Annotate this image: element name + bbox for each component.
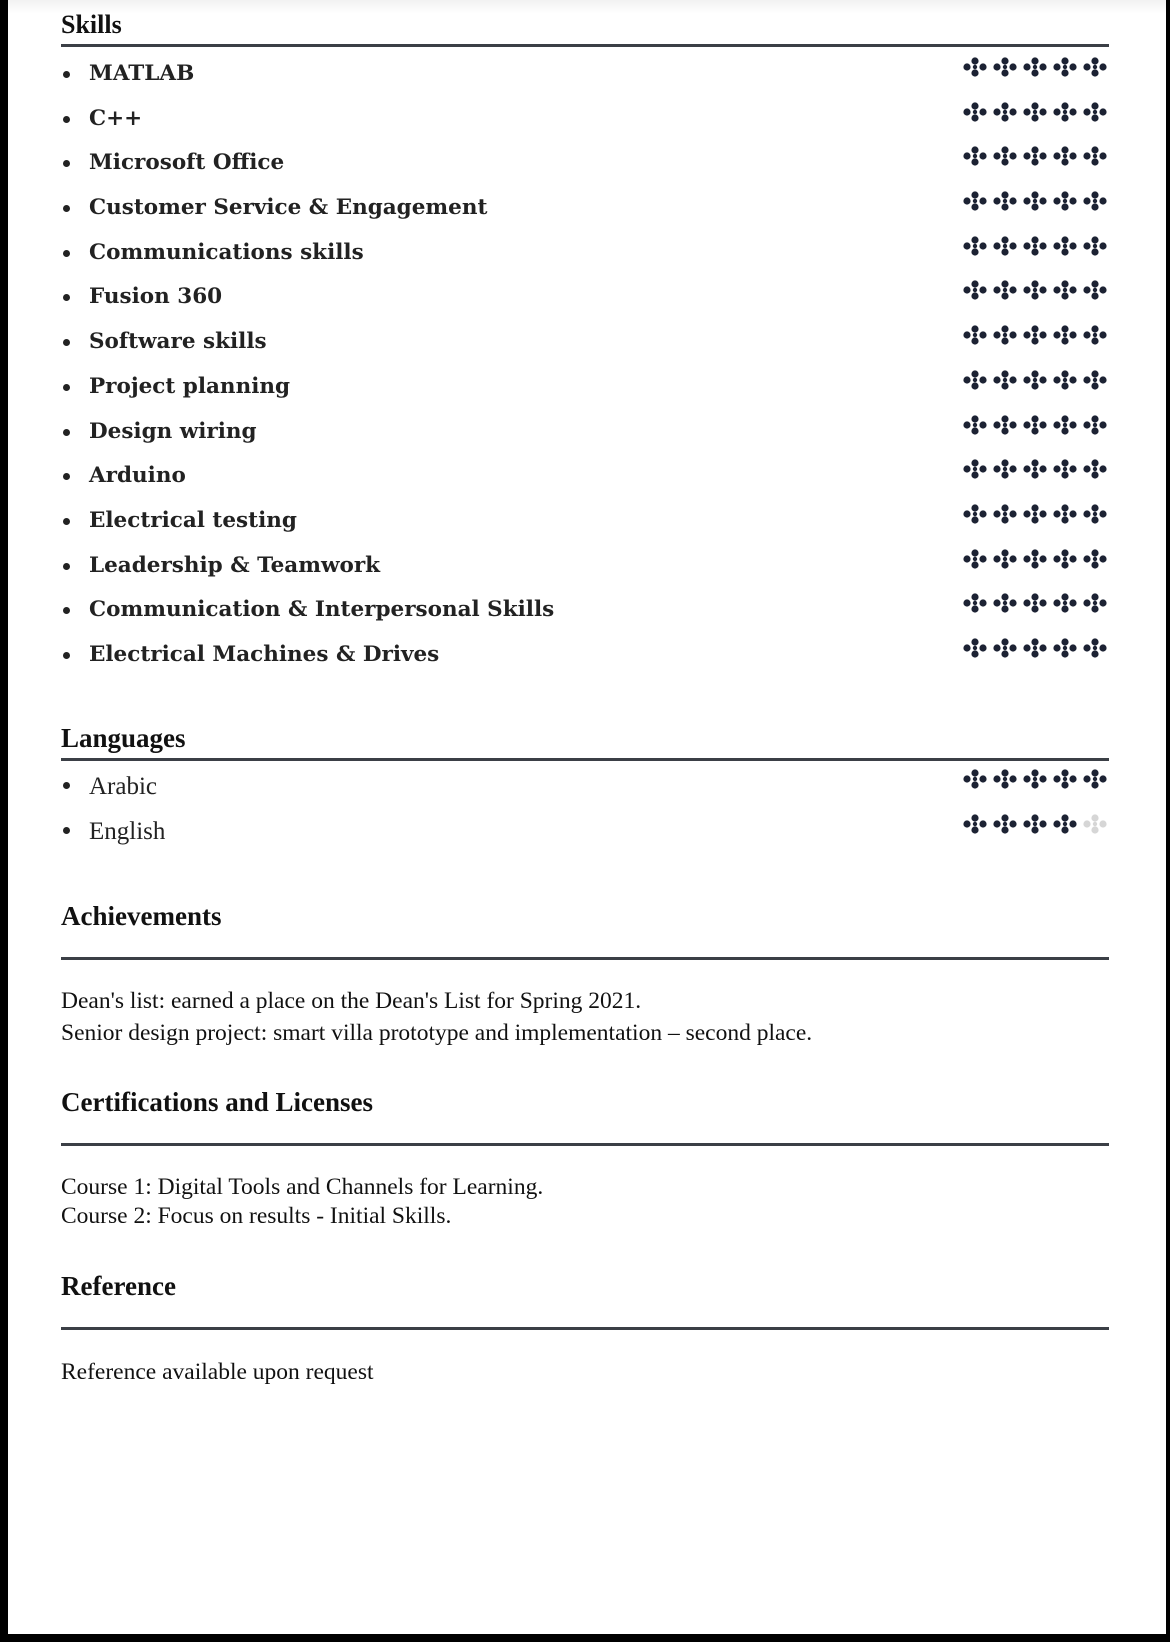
skill-label: Leadership & Teamwork: [89, 552, 381, 578]
rating-dot-icon: [1081, 56, 1109, 78]
bullet-icon: [63, 384, 70, 391]
rating-dot-icon: [991, 592, 1019, 614]
skill-item: [61, 594, 1109, 639]
rating-dot-icon: [961, 279, 989, 301]
reference-rule: [61, 1327, 1109, 1330]
rating-dot-icon: [991, 637, 1019, 659]
bullet-icon: [63, 782, 70, 789]
rating-dot-icon: [1081, 637, 1109, 659]
rating-dot-icon: [961, 458, 989, 480]
rating-dot-icon: [1051, 369, 1079, 391]
rating-dot-icon: [1051, 279, 1079, 301]
certifications-section: [61, 1089, 1109, 1231]
rating-dot-icon: [1051, 813, 1079, 835]
skill-rating: [961, 190, 1109, 212]
skill-label: Microsoft Office: [89, 150, 285, 176]
certifications-rule: [61, 1143, 1109, 1146]
rating-dot-icon: [961, 369, 989, 391]
skill-item: [61, 192, 1109, 237]
rating-dot-icon: [1021, 592, 1049, 614]
skill-label: Electrical Machines & Drives: [89, 641, 440, 667]
skill-label: Fusion 360: [89, 284, 223, 310]
skill-item: [61, 147, 1109, 192]
rating-dot-icon: [1021, 369, 1049, 391]
rating-dot-icon: [1021, 145, 1049, 167]
rating-dot-icon: [1051, 414, 1079, 436]
skill-rating: [961, 458, 1109, 480]
rating-dot-icon: [1081, 548, 1109, 570]
skill-label: Customer Service & Engagement: [89, 195, 488, 221]
skill-item: [61, 237, 1109, 282]
rating-dot-icon: [1021, 503, 1049, 525]
skill-item: [61, 281, 1109, 326]
skill-rating: [961, 503, 1109, 525]
achievements-section: [61, 903, 1109, 1049]
rating-dot-icon: [1081, 458, 1109, 480]
certification-line: Course 2: Focus on results - Initial Skills.: [61, 1203, 452, 1229]
rating-dot-icon: [1021, 56, 1049, 78]
bullet-icon: [63, 116, 70, 123]
bullet-icon: [63, 652, 70, 659]
skill-rating: [961, 637, 1109, 659]
rating-dot-icon: [1021, 279, 1049, 301]
rating-dot-icon: [1081, 101, 1109, 123]
reference-section: [61, 1273, 1109, 1388]
rating-dot-icon: [991, 458, 1019, 480]
rating-dot-icon: [961, 813, 989, 835]
rating-dot-icon: [1021, 458, 1049, 480]
rating-dot-icon: [991, 324, 1019, 346]
rating-dot-icon: [1051, 768, 1079, 790]
skill-label: C++: [89, 105, 143, 131]
rating-dot-icon: [1021, 813, 1049, 835]
rating-dot-icon: [1021, 768, 1049, 790]
skill-label: Design wiring: [89, 418, 257, 444]
skill-item: [61, 326, 1109, 371]
languages-heading: Languages: [61, 723, 186, 753]
languages-section: [61, 725, 1109, 861]
rating-dot-icon: [1081, 414, 1109, 436]
rating-dot-icon: [1021, 190, 1049, 212]
rating-dot-icon: [1051, 503, 1079, 525]
bullet-icon: [63, 563, 70, 570]
skill-item: [61, 505, 1109, 550]
rating-dot-icon: [1051, 190, 1079, 212]
rating-dot-icon: [1081, 813, 1109, 835]
rating-dot-icon: [961, 56, 989, 78]
rating-dot-icon: [1081, 190, 1109, 212]
rating-dot-icon: [961, 324, 989, 346]
bullet-icon: [63, 607, 70, 614]
rating-dot-icon: [961, 101, 989, 123]
bullet-icon: [63, 205, 70, 212]
skill-label: MATLAB: [89, 61, 195, 86]
skill-item: [61, 639, 1109, 684]
skill-item: [61, 416, 1109, 461]
bullet-icon: [63, 429, 70, 436]
language-item: [61, 816, 1109, 861]
skill-rating: [961, 592, 1109, 614]
rating-dot-icon: [1051, 235, 1079, 257]
rating-dot-icon: [991, 414, 1019, 436]
rating-dot-icon: [991, 503, 1019, 525]
skill-label: Electrical testing: [89, 507, 297, 533]
rating-dot-icon: [991, 369, 1019, 391]
skill-item: [61, 58, 1109, 103]
language-rating: [961, 813, 1109, 835]
skills-list: [61, 58, 1109, 684]
rating-dot-icon: [991, 548, 1019, 570]
rating-dot-icon: [1051, 101, 1079, 123]
skill-rating: [961, 279, 1109, 301]
bullet-icon: [63, 339, 70, 346]
rating-dot-icon: [991, 235, 1019, 257]
skill-rating: [961, 101, 1109, 123]
achievement-line: Dean's list: earned a place on the Dean's List for Spring 2021.: [61, 988, 642, 1014]
rating-dot-icon: [961, 235, 989, 257]
languages-list: [61, 771, 1109, 861]
skill-rating: [961, 56, 1109, 78]
rating-dot-icon: [1081, 235, 1109, 257]
rating-dot-icon: [1081, 592, 1109, 614]
rating-dot-icon: [1021, 235, 1049, 257]
language-item: [61, 771, 1109, 816]
rating-dot-icon: [991, 768, 1019, 790]
rating-dot-icon: [1021, 637, 1049, 659]
skill-rating: [961, 324, 1109, 346]
rating-dot-icon: [1051, 548, 1079, 570]
rating-dot-icon: [991, 279, 1019, 301]
bullet-icon: [63, 473, 70, 480]
reference-text: Reference available upon request: [61, 1359, 374, 1385]
rating-dot-icon: [1051, 324, 1079, 346]
bullet-icon: [63, 827, 70, 834]
rating-dot-icon: [991, 56, 1019, 78]
bullet-icon: [63, 160, 70, 167]
rating-dot-icon: [1021, 548, 1049, 570]
skill-item: [61, 371, 1109, 416]
bullet-icon: [63, 250, 70, 257]
bullet-icon: [63, 518, 70, 525]
rating-dot-icon: [1021, 101, 1049, 123]
skill-item: [61, 103, 1109, 148]
language-label: English: [89, 818, 166, 845]
rating-dot-icon: [1051, 458, 1079, 480]
rating-dot-icon: [1051, 592, 1079, 614]
achievement-line: Senior design project: smart villa prototype and implementation – second place.: [61, 1020, 813, 1046]
rating-dot-icon: [1081, 279, 1109, 301]
rating-dot-icon: [1081, 145, 1109, 167]
rating-dot-icon: [1051, 145, 1079, 167]
achievements-heading: Achievements: [61, 901, 222, 931]
skill-rating: [961, 548, 1109, 570]
skill-rating: [961, 145, 1109, 167]
reference-heading: Reference: [61, 1271, 176, 1301]
skill-label: Arduino: [89, 463, 186, 489]
rating-dot-icon: [991, 190, 1019, 212]
rating-dot-icon: [961, 190, 989, 212]
rating-dot-icon: [961, 145, 989, 167]
rating-dot-icon: [961, 503, 989, 525]
bullet-icon: [63, 71, 70, 78]
language-label: Arabic: [89, 773, 158, 800]
rating-dot-icon: [1081, 324, 1109, 346]
resume-page: [8, 0, 1166, 1634]
rating-dot-icon: [1081, 369, 1109, 391]
rating-dot-icon: [961, 768, 989, 790]
skill-rating: [961, 369, 1109, 391]
languages-rule: [61, 758, 1109, 761]
skills-rule: [61, 44, 1109, 47]
skill-item: [61, 550, 1109, 595]
rating-dot-icon: [961, 548, 989, 570]
rating-dot-icon: [991, 101, 1019, 123]
skill-label: Software skills: [89, 329, 267, 355]
skill-label: Communications skills: [89, 239, 364, 265]
rating-dot-icon: [1051, 56, 1079, 78]
rating-dot-icon: [1021, 324, 1049, 346]
rating-dot-icon: [961, 414, 989, 436]
certifications-heading: Certifications and Licenses: [61, 1087, 373, 1117]
skill-item: [61, 460, 1109, 505]
skill-rating: [961, 414, 1109, 436]
rating-dot-icon: [1021, 414, 1049, 436]
bullet-icon: [63, 294, 70, 301]
certification-line: Course 1: Digital Tools and Channels for Learning.: [61, 1174, 544, 1200]
rating-dot-icon: [961, 637, 989, 659]
achievements-rule: [61, 957, 1109, 960]
rating-dot-icon: [1081, 768, 1109, 790]
language-rating: [961, 768, 1109, 790]
rating-dot-icon: [991, 813, 1019, 835]
rating-dot-icon: [961, 592, 989, 614]
rating-dot-icon: [1051, 637, 1079, 659]
skill-label: Project planning: [89, 373, 291, 399]
rating-dot-icon: [1081, 503, 1109, 525]
skill-rating: [961, 235, 1109, 257]
rating-dot-icon: [991, 145, 1019, 167]
skill-label: Communication & Interpersonal Skills: [89, 597, 555, 623]
skills-heading: Skills: [61, 10, 122, 39]
skills-section: [61, 12, 1109, 684]
